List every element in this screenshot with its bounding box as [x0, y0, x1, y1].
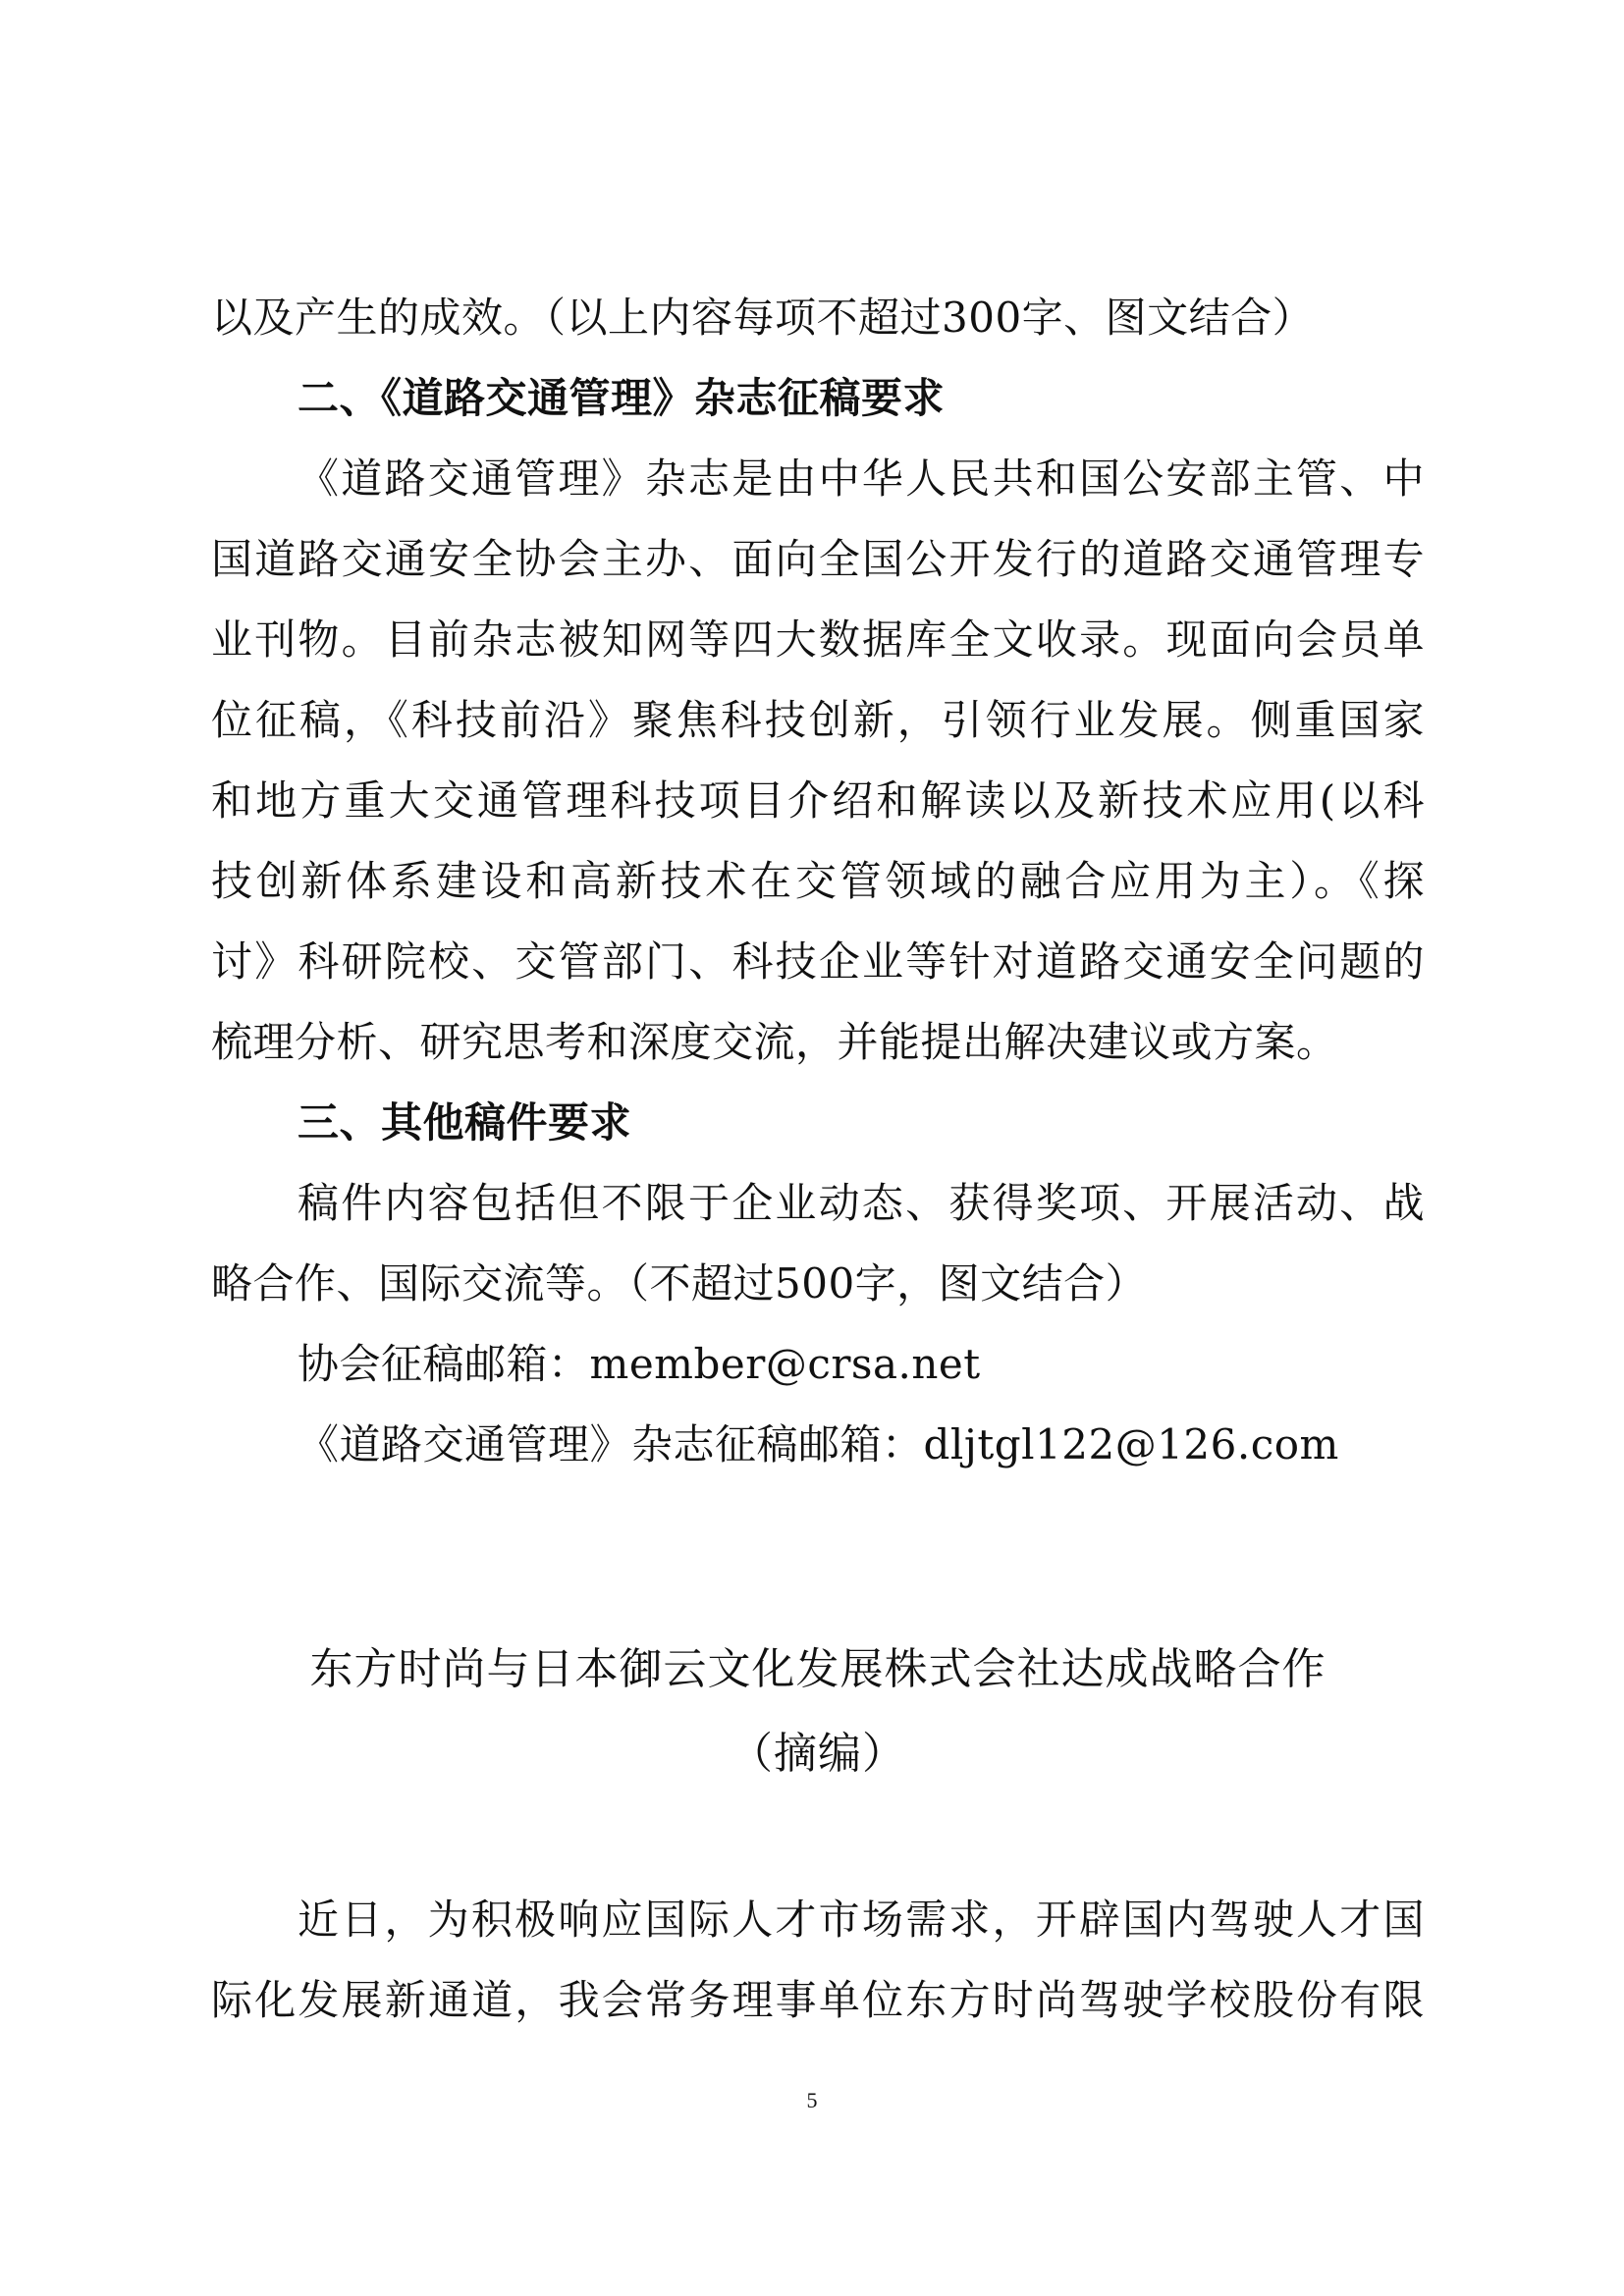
paragraph-line: 讨》科研院校、交管部门、科技企业等针对道路交通安全问题的	[211, 937, 1425, 986]
paragraph-line: 略合作、国际交流等。（不超过500字，图文结合）	[211, 1259, 1148, 1308]
section-2-heading: 二、《道路交通管理》杂志征稿要求	[298, 374, 946, 422]
page-number: 5	[806, 2088, 818, 2112]
paragraph-line: 际化发展新通道，我会常务理事单位东方时尚驾驶学校股份有限	[211, 1976, 1425, 2024]
continuation-line: 以及产生的成效。（以上内容每项不超过300字、图文结合）	[211, 294, 1315, 342]
article-subtitle: （摘编）	[730, 1729, 906, 1779]
paragraph-line: 和地方重大交通管理科技项目介绍和解读以及新技术应用(以科	[211, 776, 1425, 825]
paragraph-line: 近日，为积极响应国际人才市场需求，开辟国内驾驶人才国	[298, 1896, 1425, 1944]
article-title: 东方时尚与日本御云文化发展株式会社达成战略合作	[309, 1644, 1326, 1694]
article-title-block	[211, 1628, 1425, 1796]
paragraph-line: 位征稿，《科技前沿》聚焦科技创新，引领行业发展。侧重国家	[211, 696, 1425, 744]
section-3-heading: 三、其他稿件要求	[298, 1098, 632, 1147]
paragraph-line: 国道路交通安全协会主办、面向全国公开发行的道路交通管理专	[211, 535, 1425, 583]
paragraph-line: 梳理分析、研究思考和深度交流，并能提出解决建议或方案。	[211, 1018, 1338, 1066]
magazine-email-line: 《道路交通管理》杂志征稿邮箱：dljtgl122@126.com	[298, 1420, 1339, 1468]
body-text-block	[211, 278, 1425, 1485]
paragraph-line: 《道路交通管理》杂志是由中华人民共和国公安部主管、中	[298, 454, 1425, 503]
association-email-line: 协会征稿邮箱：member@crsa.net	[298, 1340, 981, 1388]
paragraph-line: 技创新体系建设和高新技术在交管领域的融合应用为主）。《探	[211, 857, 1425, 905]
paragraph-line: 稿件内容包括但不限于企业动态、获得奖项、开展活动、战	[298, 1179, 1425, 1227]
article-body	[211, 1880, 1425, 2041]
paragraph-line: 业刊物。目前杂志被知网等四大数据库全文收录。现面向会员单	[211, 615, 1425, 664]
